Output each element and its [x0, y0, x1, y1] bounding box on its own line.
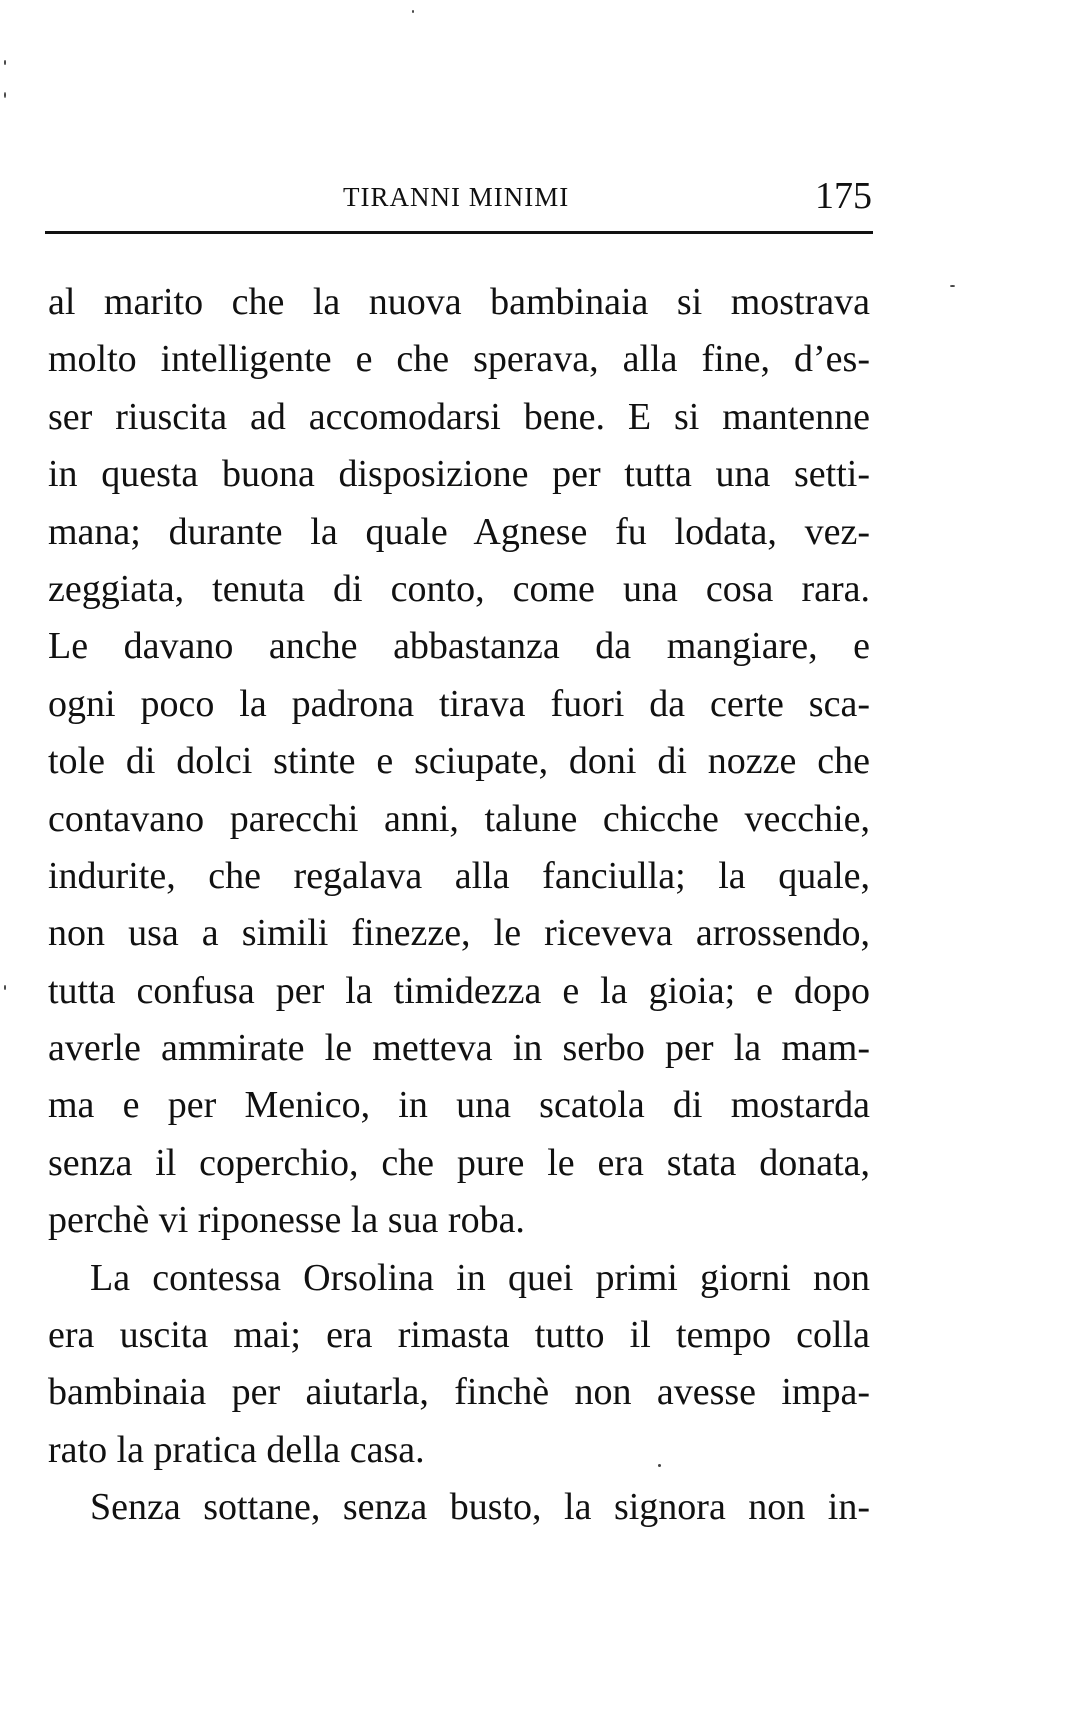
running-head: TIRANNI MINIMI [343, 182, 570, 212]
text-line: mana; durante la quale Agnese fu lodata, vez- [48, 510, 870, 553]
text-line: ma e per Menico, in una scatola di mostarda [48, 1084, 870, 1127]
header-rule [45, 231, 873, 234]
text-line: indurite, che regalava alla fanciulla; la quale, [48, 854, 870, 897]
text-line: ser riuscita ad accomodarsi bene. E si mantenne [48, 395, 870, 438]
paragraph-first-line: La contessa Orsolina in quei primi giorni non [90, 1256, 870, 1299]
text-line: molto intelligente e che sperava, alla fine, d’es- [48, 338, 870, 381]
text-line: tutta confusa per la timidezza e la gioia; e dopo [48, 969, 870, 1012]
text-line: zeggiata, tenuta di conto, come una cosa rara. [48, 567, 870, 610]
paragraph-first-line: Senza sottane, senza busto, la signora non in- [90, 1486, 870, 1529]
body-text [48, 274, 870, 1537]
scan-speck [950, 285, 955, 287]
scan-speck [4, 92, 6, 98]
text-line: in questa buona disposizione per tutta una setti- [48, 453, 870, 496]
scan-speck [4, 985, 6, 990]
scan-speck [412, 10, 414, 13]
text-line: bambinaia per aiutarla, finchè non avesse impa- [48, 1371, 870, 1414]
text-line: al marito che la nuova bambinaia si mostrava [48, 281, 870, 323]
page-number: 175 [815, 175, 872, 217]
scan-speck [658, 1464, 661, 1467]
page-header [48, 175, 872, 230]
text-line: perchè vi riponesse la sua roba. [48, 1199, 525, 1242]
text-line: tole di dolci stinte e sciupate, doni di nozze che [48, 740, 870, 783]
text-line: ogni poco la padrona tirava fuori da certe sca- [48, 682, 870, 725]
text-line: senza il coperchio, che pure le era stata donata, [48, 1141, 870, 1184]
text-line: Le davano anche abbastanza da mangiare, e [48, 625, 870, 668]
scan-speck [4, 60, 6, 65]
text-line: averle ammirate le metteva in serbo per la mam- [48, 1027, 870, 1070]
text-line: rato la pratica della casa. [48, 1428, 425, 1471]
text-line: non usa a simili finezze, le riceveva arrossendo, [48, 912, 870, 955]
text-line: contavano parecchi anni, talune chicche vecchie, [48, 797, 870, 840]
text-line: era uscita mai; era rimasta tutto il tempo colla [48, 1314, 870, 1357]
